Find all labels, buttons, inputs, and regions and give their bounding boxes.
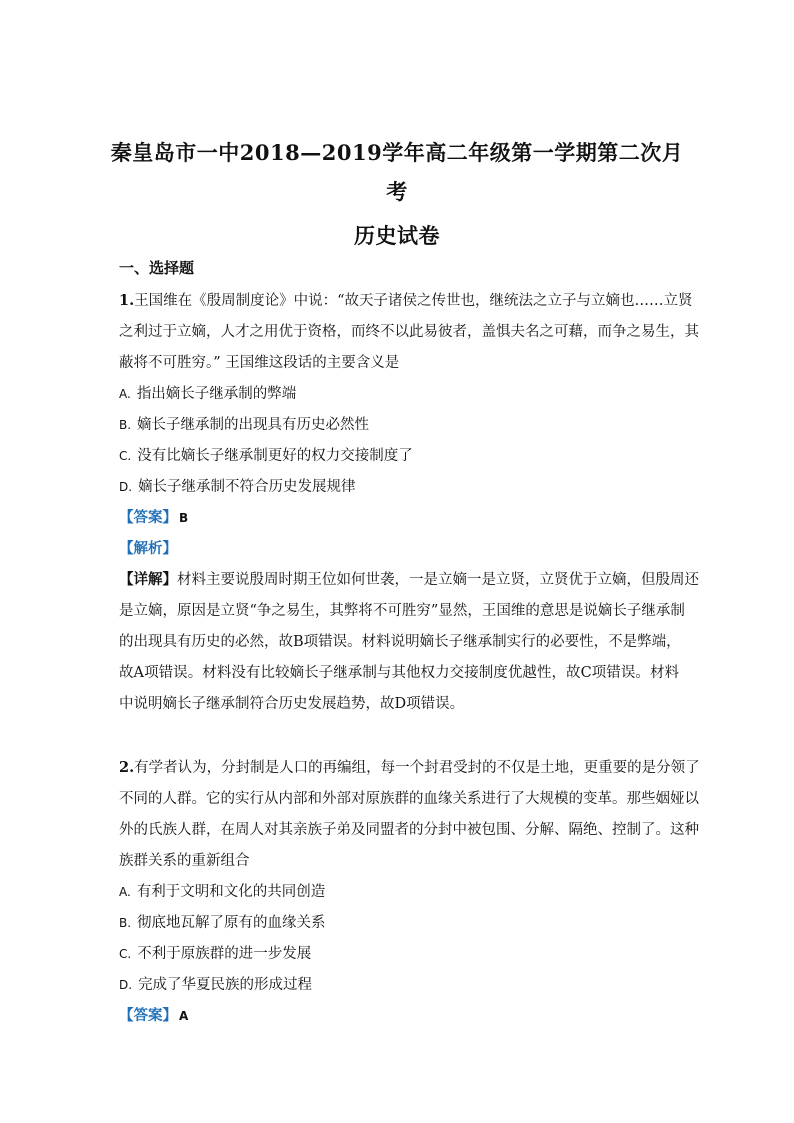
q2-option-d: D. 完成了华夏民族的形成过程	[119, 977, 313, 993]
q1-option-d: D. 嫡长子继承制不符合历史发展规律	[119, 479, 356, 495]
q1-analysis-line-4: 故A项错误。材料没有比较嫡长子继承制与其他权力交接制度优越性，故C项错误。材料	[119, 665, 680, 681]
section-heading: 一、选择题	[119, 259, 195, 277]
q2-line-1: 2.有学者认为，分封制是人口的再编组，每一个封君受封的不仅是土地，更重要的是分领了	[119, 759, 700, 776]
q1-answer: 【答案】 B	[119, 509, 189, 526]
q2-option-b: B. 彻底地瓦解了原有的血缘关系	[119, 915, 326, 931]
q2-line-3: 外的氏族人群，在周人对其亲族子弟及同盟者的分封中被包围、分解、隔绝、控制了。这种	[119, 822, 699, 838]
q1-line-1: 1.王国维在《殷周制度论》中说：“故天子诸侯之传世也，继统法之立子与立嫡也……立贤	[119, 292, 693, 309]
q1-option-a: A. 指出嫡长子继承制的弊端	[119, 386, 297, 402]
exam-subtitle: 历史试卷	[354, 223, 440, 248]
q2-line-4: 族群关系的重新组合	[119, 853, 250, 869]
q1-line-2: 之利过于立嫡，人才之用优于资格，而终不以此易彼者，盖惧夫名之可藉，而争之易生，其	[119, 324, 699, 340]
q2-line-2: 不同的人群。它的实行从内部和外部对原族群的血缘关系进行了大规模的变革。那些姻娅以	[119, 791, 699, 807]
q2-option-a: A. 有利于文明和文化的共同创造	[119, 884, 326, 900]
q1-analysis-line-1: 【详解】材料主要说殷周时期王位如何世袭，一是立嫡一是立贤，立贤优于立嫡，但殷周还	[119, 571, 699, 588]
q1-analysis-heading: 【解析】	[119, 540, 177, 557]
q1-analysis-line-5: 中说明嫡长子继承制符合历史发展趋势，故D项错误。	[119, 696, 465, 712]
q1-analysis-line-3: 的出现具有历史的必然，故B项错误。材料说明嫡长子继承制实行的必要性，不是弊端，	[119, 634, 681, 650]
exam-title-line2: 考	[386, 179, 408, 204]
q1-number: 1.	[119, 292, 135, 309]
q2-option-c: C. 不利于原族群的进一步发展	[119, 946, 312, 962]
q1-line-3: 蔽将不可胜穷。” 王国维这段话的主要含义是	[119, 355, 400, 371]
q1-option-c: C. 没有比嫡长子继承制更好的权力交接制度了	[119, 448, 413, 464]
exam-title-line1: 秦皇岛市一中2018—2019学年高二年级第一学期第二次月	[110, 140, 684, 165]
q2-answer: 【答案】 A	[119, 1007, 189, 1024]
q1-option-b: B. 嫡长子继承制的出现具有历史必然性	[119, 417, 370, 433]
q1-analysis-line-2: 是立嫡，原因是立贤“争之易生，其弊将不可胜穷”显然，王国维的意思是说嫡长子继承制	[119, 603, 685, 619]
q2-number: 2.	[119, 759, 135, 776]
